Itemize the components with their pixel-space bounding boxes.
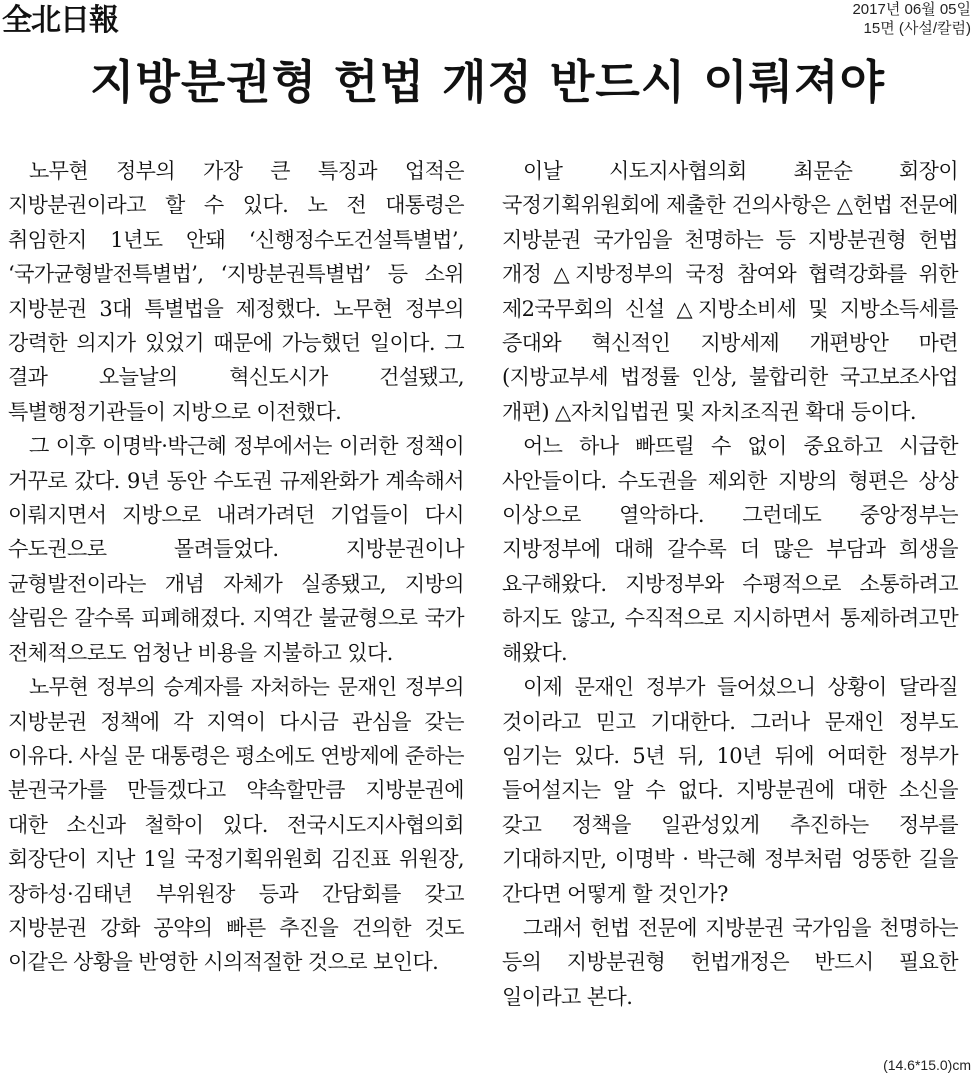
paragraph: 이제 문재인 정부가 들어섰으니 상황이 달라질 것이라고 믿고 기대한다. 그러나 문재인 정부도 임기는 있다. 5년 뒤, 10년 뒤에 어떠한 정부가 들어설지는 알 수 없다. 지방분권에 대한 소신을 갖고 정책을 일관성있게 추진하는 정부를 기대하지만, 이명박 · 박근혜 정부처럼 엉뚱한 길을 간다면 어떻게 할 것인가?	[502, 675, 958, 906]
newspaper-logo: 全北日報	[2, 3, 118, 38]
paragraph: 그 이후 이명박·박근혜 정부에서는 이러한 정책이 거꾸로 갔다. 9년 동안 수도권 규제완화가 계속해서 이뤄지면서 지방으로 내려가려던 기업들이 다시 수도권으로 몰려들었다. 지방분권이나 균형발전이라는 개념 자체가 실종됐고, 지방의 살림은 갈수록 피폐해졌다. 지역간 불균형으로 국가 전체적으로도 엄청난 비용을 지불하고 있다.	[8, 434, 464, 665]
paragraph: 노무현 정부의 승계자를 자처하는 문재인 정부의 지방분권 정책에 각 지역이 다시금 관심을 갖는 이유다. 사실 문 대통령은 평소에도 연방제에 준하는 분권국가를 만들겠다고 약속할만큼 지방분권에 대한 소신과 철학이 있다. 전국시도지사협의회 회장단이 지난 1일 국정기획위원회 김진표 위원장, 장하성·김태년 부위원장 등과 간담회를 갖고 지방분권 강화 공약의 빠른 추진을 건의한 것도 이같은 상황을 반영한 시의적절한 것으로 보인다.	[8, 675, 464, 975]
article-size-note: (14.6*15.0)cm	[883, 1057, 971, 1073]
article-column-left	[8, 154, 464, 980]
publication-date: 2017년 06월 05일	[852, 1, 971, 18]
paragraph: 그래서 헌법 전문에 지방분권 국가임을 천명하는 등의 지방분권형 헌법개정은 반드시 필요한 일이라고 본다.	[502, 915, 958, 1009]
paragraph: 이날 시도지사협의회 최문순 회장이 국정기획위원회에 제출한 건의사항은 △헌법 전문에 지방분권 국가임을 천명하는 등 지방분권형 헌법 개정 △지방정부의 국정 참여와 협력강화를 위한 제2국무회의 신설 △지방소비세 및 지방소득세를 증대와 혁신적인 지방세제 개편방안 마련(지방교부세 법정률 인상, 불합리한 국고보조사업 개편) △자치입법권 및 자치조직권 확대 등이다.	[502, 159, 958, 424]
editorial-headline: 지방분권형 헌법 개정 반드시 이뤄져야	[89, 55, 886, 109]
page-section: 15면 (사설/칼럼)	[863, 20, 971, 37]
paragraph: 노무현 정부의 가장 큰 특징과 업적은 지방분권이라고 할 수 있다. 노 전 대통령은 취임한지 1년도 안돼 ‘신행정수도건설특별법’, ‘국가균형발전특별법’, ‘지방분권특별법’ 등 소위 지방분권 3대 특별법을 제정했다. 노무현 정부의 강력한 의지가 있었기 때문에 가능했던 일이다. 그 결과 오늘날의 혁신도시가 건설됐고, 특별행정기관들이 지방으로 이전했다.	[8, 159, 464, 424]
article-meta	[852, 0, 971, 38]
paragraph: 어느 하나 빠뜨릴 수 없이 중요하고 시급한 사안들이다. 수도권을 제외한 지방의 형편은 상상 이상으로 열악하다. 그런데도 중앙정부는 지방정부에 대해 갈수록 더 많은 부담과 희생을 요구해왔다. 지방정부와 수평적으로 소통하려고 하지도 않고, 수직적으로 지시하면서 통제하려고만 해왔다.	[502, 434, 958, 665]
article-column-right	[502, 154, 958, 1014]
